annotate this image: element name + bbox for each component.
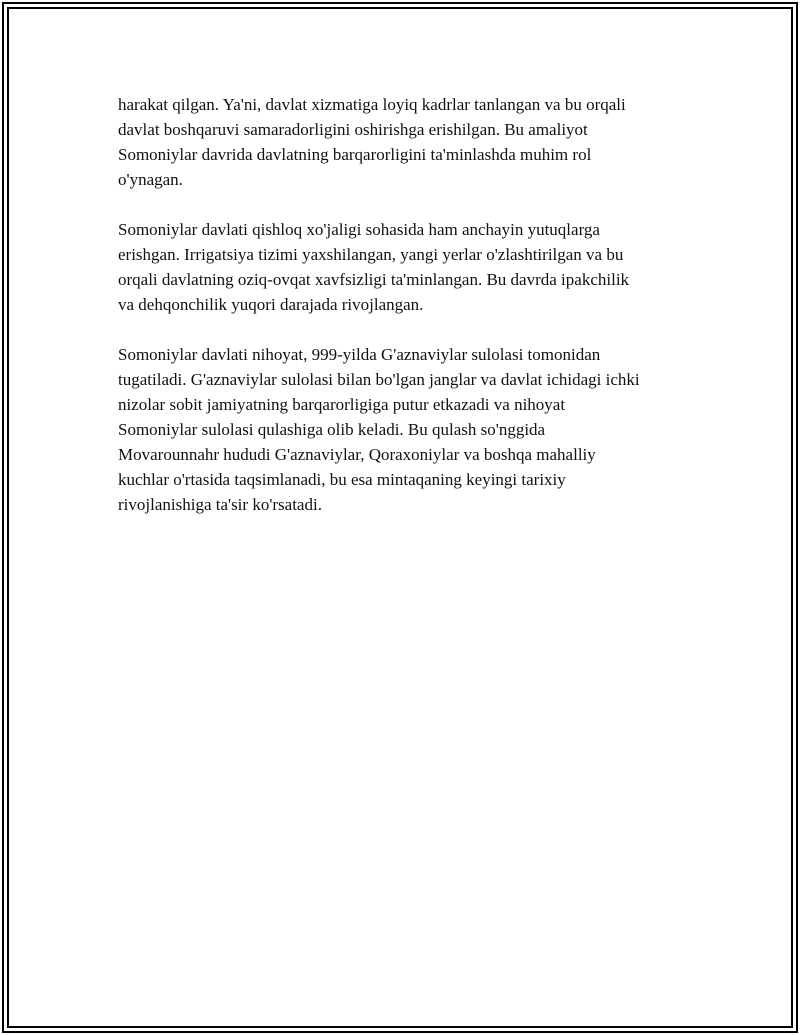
paragraph-1 bbox=[118, 92, 698, 192]
text-line: Somoniylar davlati qishloq xo'jaligi sohasida ham anchayin yutuqlarga bbox=[118, 220, 600, 239]
paragraph-2 bbox=[118, 217, 698, 317]
text-line: Movarounnahr hududi G'aznaviylar, Qoraxoniylar va boshqa mahalliy bbox=[118, 445, 596, 464]
text-line: rivojlanishiga ta'sir ko'rsatadi. bbox=[118, 495, 322, 514]
document-body bbox=[118, 92, 698, 542]
text-line: Somoniylar sulolasi qulashiga olib keladi. Bu qulash so'nggida bbox=[118, 420, 546, 439]
text-line: Somoniylar davlati nihoyat, 999-yilda G'aznaviylar sulolasi tomonidan bbox=[118, 345, 601, 364]
text-line: harakat qilgan. Ya'ni, davlat xizmatiga loyiq kadrlar tanlangan va bu orqali bbox=[118, 95, 626, 114]
text-line: va dehqonchilik yuqori darajada rivojlangan. bbox=[118, 295, 424, 314]
text-line: Somoniylar davrida davlatning barqarorligini ta'minlashda muhim rol bbox=[118, 145, 592, 164]
text-line: orqali davlatning oziq-ovqat xavfsizligi ta'minlangan. Bu davrda ipakchilik bbox=[118, 270, 630, 289]
text-line: erishgan. Irrigatsiya tizimi yaxshilangan, yangi yerlar o'zlashtirilgan va bu bbox=[118, 245, 624, 264]
text-line: tugatiladi. G'aznaviylar sulolasi bilan bo'lgan janglar va davlat ichidagi ichki bbox=[118, 370, 640, 389]
text-line: kuchlar o'rtasida taqsimlanadi, bu esa mintaqaning keyingi tarixiy bbox=[118, 470, 566, 489]
text-line: o'ynagan. bbox=[118, 170, 183, 189]
text-line: davlat boshqaruvi samaradorligini oshirishga erishilgan. Bu amaliyot bbox=[118, 120, 588, 139]
paragraph-3 bbox=[118, 342, 698, 517]
text-line: nizolar sobit jamiyatning barqarorligiga putur etkazadi va nihoyat bbox=[118, 395, 566, 414]
